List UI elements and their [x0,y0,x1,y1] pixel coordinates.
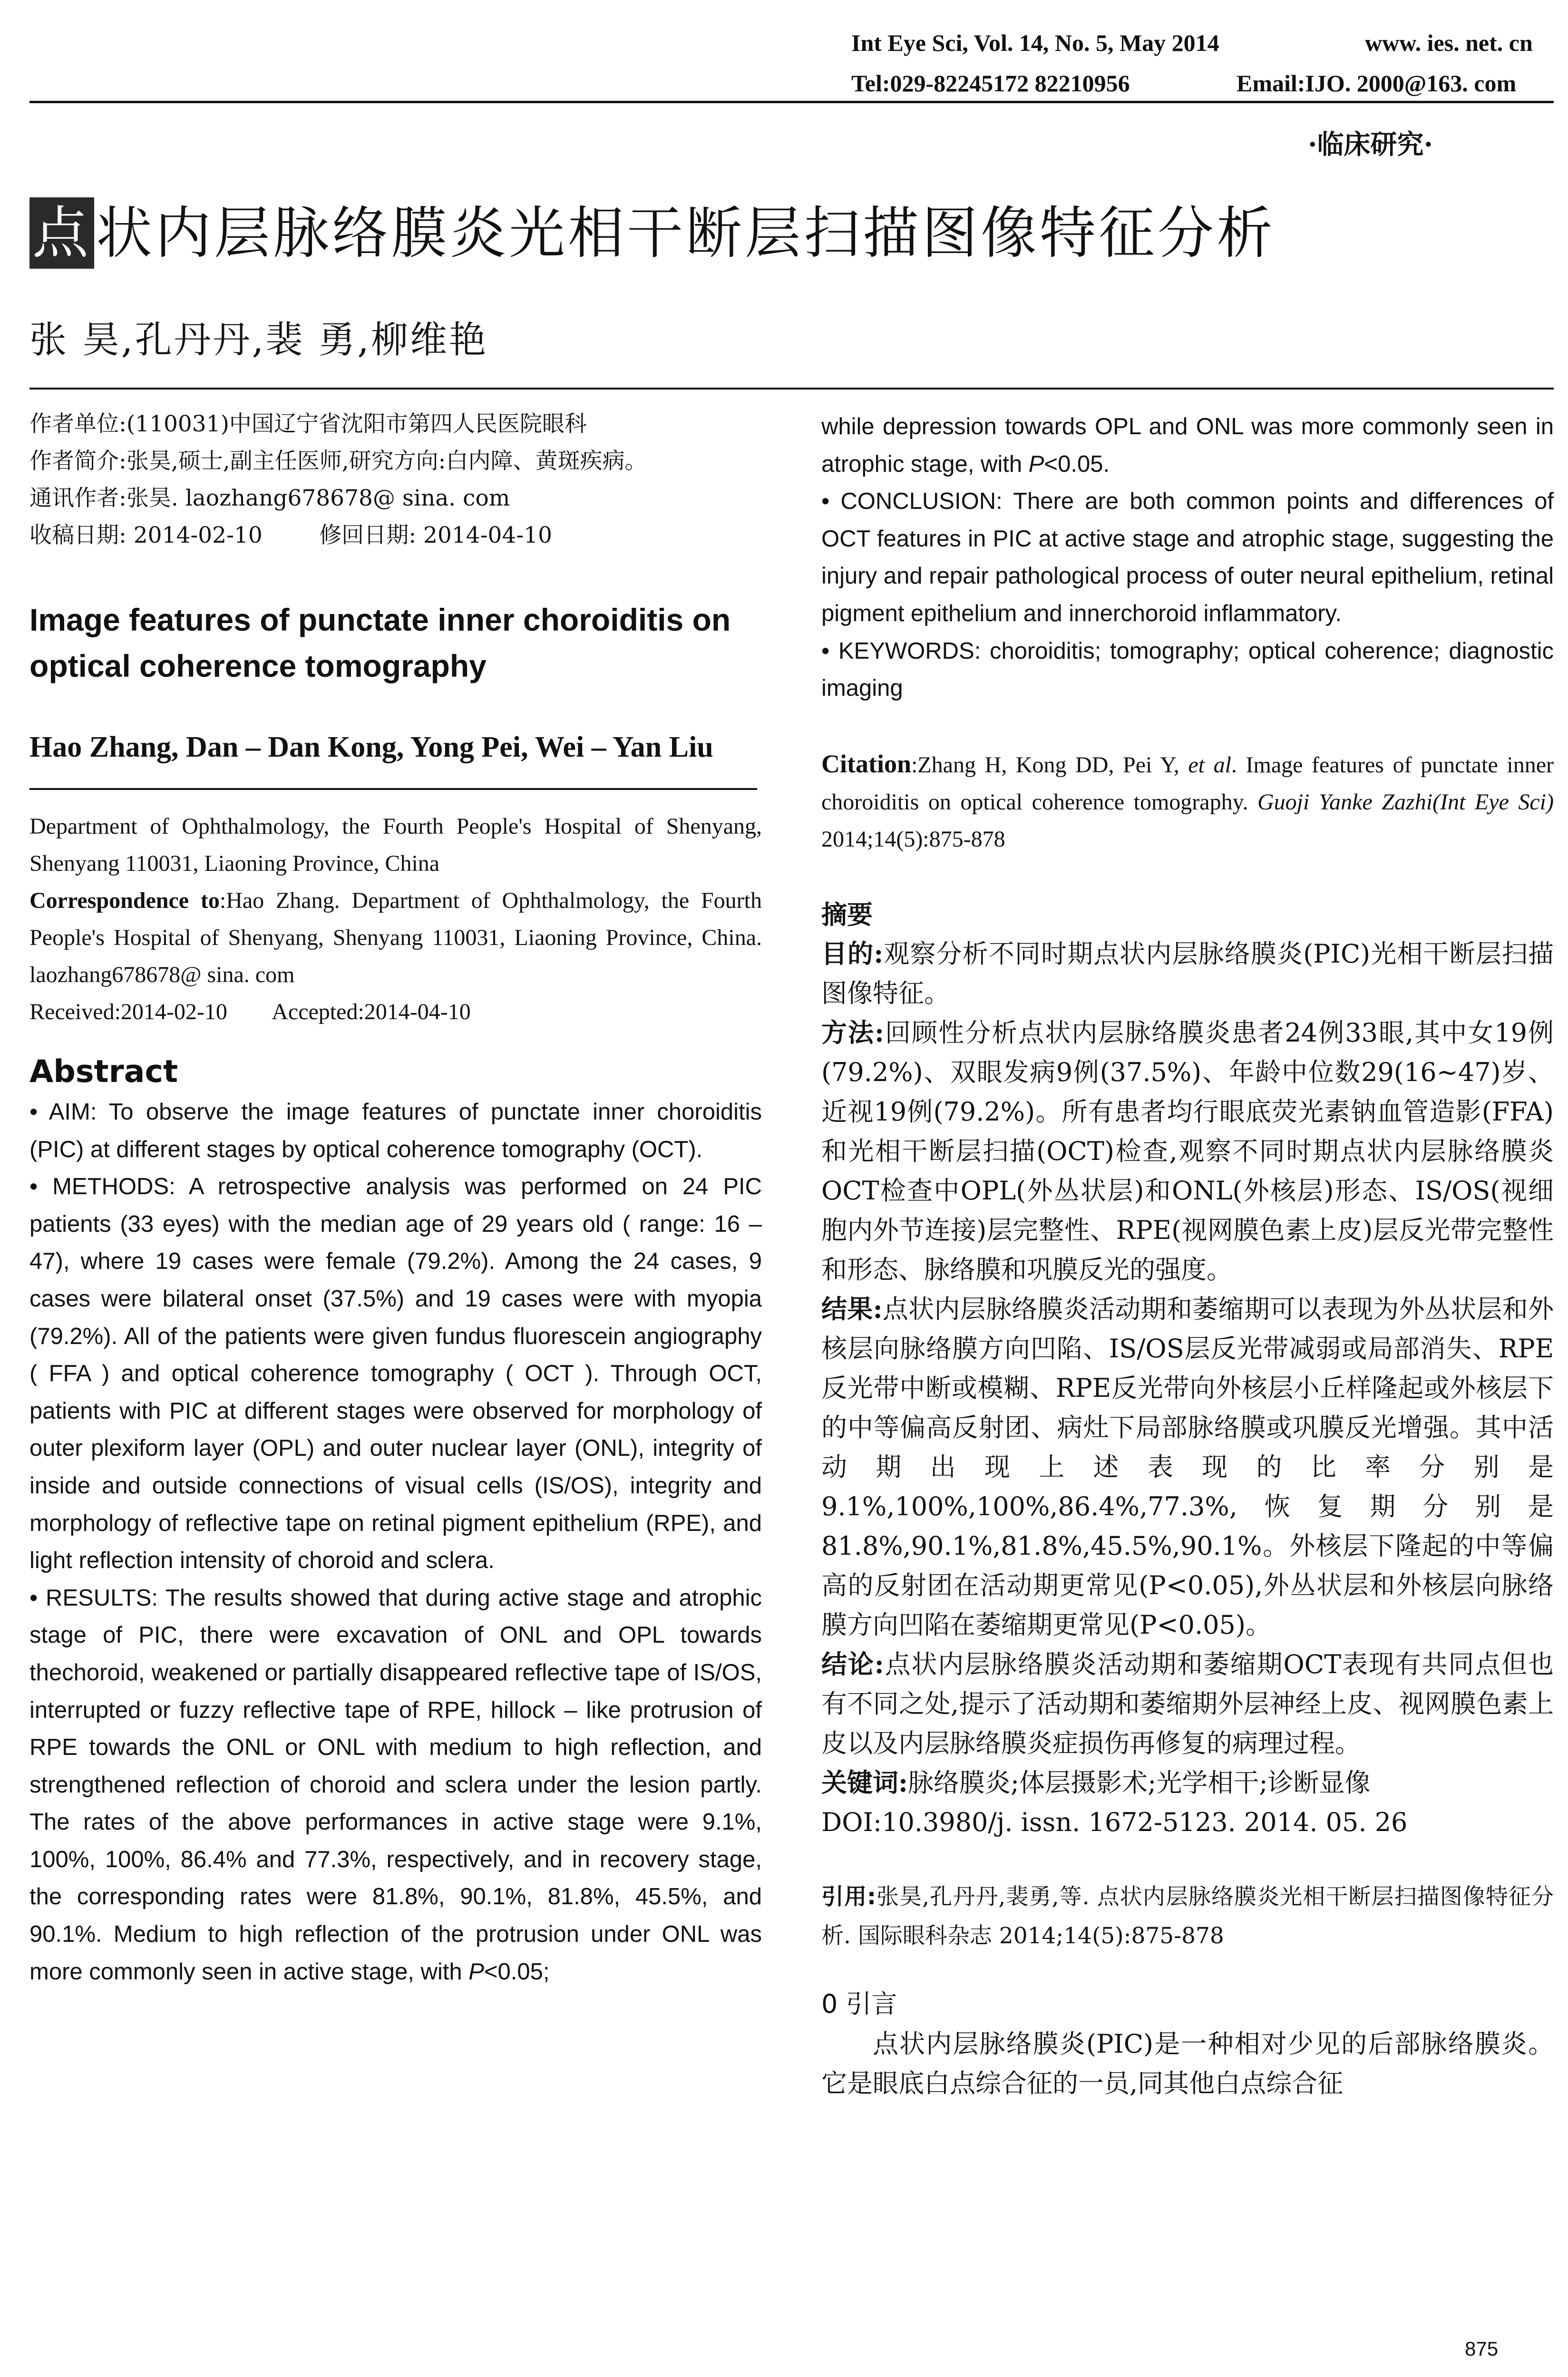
title-first-char: 点 [29,197,94,269]
header-rule [29,101,1554,103]
abstract-results-continued: while depression towards OPL and ONL was more commonly seen in atrophic stage, with P<0.05. [821,414,1554,477]
section-tag: ·临床研究· [1308,129,1433,160]
title-rest: 状内层脉络膜炎光相干断层扫描图像特征分析 [96,200,1276,266]
citation-cn: 引用:张昊,孔丹丹,裴勇,等. 点状内层脉络膜炎光相干断层扫描图像特征分析. 国际眼科杂志 2014;14(5):875-878 [821,1883,1554,1949]
journal-tel: Tel:029-82245172 82210956 [851,70,1130,97]
left-column [29,406,762,1990]
received-accepted: Received:2014-02-10 Accepted:2014-04-10 [29,999,471,1024]
zhaiyao-jieguo: 结果:点状内层脉络膜炎活动期和萎缩期可以表现为外丛状层和外核层向脉络膜方向凹陷、IS/OS层反光带减弱或局部消失、RPE反光带中断或模糊、RPE反光带向外核层小丘样隆起或外核层下的中等偏高反射团、病灶下局部脉络膜或巩膜反光增强。其中活动期出现上述表现的比率分别是9.1%,100%,100%,86.4%,77.3%,恢复期分别是81.8%,90.1%,81.8%,45.5%,90.1%。外核层下隆起的中等偏高的反射团在活动期更常见(P<0.05),外丛状层和外核层向脉络膜方向凹陷在萎缩期更常见(P<0.05)。 [821,1293,1554,1640]
affiliation-cn: 作者单位:(110031)中国辽宁省沈阳市第四人民医院眼科 [29,411,587,437]
dates-cn: 收稿日期: 2014-02-10 修回日期: 2014-04-10 [29,522,553,548]
correspondence-label: Correspondence to [29,888,220,913]
correspondence-cn: 通讯作者:张昊. laozhang678678@ sina. com [29,485,510,511]
right-column [821,408,1554,2103]
zhaiyao-mudi: 目的:观察分析不同时期点状内层脉络膜炎(PIC)光相干断层扫描图像特征。 [821,938,1554,1008]
abstract-results: • RESULTS: The results showed that during active stage and atrophic stage of PIC, there were excavation of ONL and OPL towards thechoroid, weakened or partially disappeared reflective tape of IS/OS, interrupted or fuzzy reflective tape of RPE, hillock – like protrusion of RPE towards the ONL or ONL with medium to high reflection, and strengthened reflection of choroid and sclera under the lesion partly. The rates of the above performances in active stage were 9.1%, 100%, 100%, 86.4% and 77.3%, respectively, and in recovery stage, the corresponding rates were 81.8%, 90.1%, 81.8%, 45.5%, and 90.1%. Medium to high reflection of the protrusion under ONL was more commonly seen in active stage, with P<0.05; [29,1585,762,1985]
citation-en: Citation:Zhang H, Kong DD, Pei Y, et al. Image features of punctate inner choroiditis on optical coherence tomography. Guoji Yanke Zazhi(Int Eye Sci) 2014;14(5):875-878 [821,749,1554,852]
page-number: 875 [1465,2338,1499,2360]
zhaiyao-heading: 摘要 [821,899,873,930]
abstract-aim: • AIM: To observe the image features of punctate inner choroiditis (PIC) at different stages by optical coherence tomography (OCT). [29,1099,762,1162]
doi: DOI:10.3980/j. issn. 1672-5123. 2014. 05. 26 [821,1807,1408,1837]
authors-cn: 张 昊,孔丹丹,裴 勇,柳维艳 [29,319,488,361]
english-authors: Hao Zhang, Dan – Dan Kong, Yong Pei, Wei – Yan Liu [29,731,713,763]
abstract-conclusion: • CONCLUSION: There are both common points and differences of OCT features in PIC at active stage and atrophic stage, suggesting the injury and repair pathological process of outer neural epithelium, retinal pigment epithelium and innerchoroid inflammatory. [821,488,1554,626]
department-en: Department of Ophthalmology, the Fourth People's Hospital of Shenyang, Shenyang 110031, Liaoning Province, China [29,814,762,876]
title-rule [29,388,1554,390]
intro-heading: 0 引言 [821,1988,897,2019]
correspondence-text: :Hao Zhang. Department of Ophthalmology, the Fourth People's Hospital of Shenyang, Shenyang 110031, Liaoning Province, China. laozhang678678@ sina. com [29,888,762,987]
abstract-heading: Abstract [29,1054,178,1090]
zhaiyao-jielun: 结论:点状内层脉络膜炎活动期和萎缩期OCT表现有共同点但也有不同之处,提示了活动期和萎缩期外层神经上皮、视网膜色素上皮以及内层脉络膜炎症损伤再修复的病理过程。 [821,1648,1554,1758]
english-title: Image features of punctate inner choroiditis on optical coherence tomography [29,602,731,683]
journal-website: www. ies. net. cn [1365,29,1533,56]
zhaiyao-keywords: 关键词:脉络膜炎;体层摄影术;光学相干;诊断显像 [821,1767,1371,1798]
author-intro-cn: 作者简介:张昊,硕士,副主任医师,研究方向:白内障、黄斑疾病。 [29,448,647,474]
intro-text: 点状内层脉络膜炎(PIC)是一种相对少见的后部脉络膜炎。它是眼底白点综合征的一员,同其他白点综合征 [821,2028,1554,2098]
journal-email: Email:IJO. 2000@163. com [1237,70,1517,97]
abstract-methods: • METHODS: A retrospective analysis was performed on 24 PIC patients (33 eyes) with the median age of 29 years old ( range: 16 – 47), where 19 cases were female (79.2%). Among the 24 cases, 9 cases were bilateral onset (37.5%) and 19 cases were with myopia (79.2%). All of the patients were given fundus fluorescein angiography ( FFA ) and optical coherence tomography ( OCT ). Through OCT, patients with PIC at different stages were observed for morphology of outer plexiform layer (OPL) and outer nuclear layer (ONL), integrity of inside and outside connections of visual cells (IS/OS), integrity and morphology of reflective tape on retinal pigment epithelium (RPE), and light reflection intensity of choroid and sclera. [29,1174,762,1574]
authors-rule [29,788,757,790]
article-title [29,197,1276,269]
correspondence-en [29,882,762,994]
journal-info: Int Eye Sci, Vol. 14, No. 5, May 2014 [851,29,1219,56]
zhaiyao-fangfa: 方法:回顾性分析点状内层脉络膜炎患者24例33眼,其中女19例(79.2%)、双眼发病9例(37.5%)、年龄中位数29(16~47)岁、近视19例(79.2%)。所有患者均行眼底荧光素钠血管造影(FFA)和光相干断层扫描(OCT)检查,观察不同时期点状内层脉络膜炎OCT检查中OPL(外丛状层)和ONL(外核层)形态、IS/OS(视细胞内外节连接)层完整性、RPE(视网膜色素上皮)层反光带完整性和形态、脉络膜和巩膜反光的强度。 [821,1017,1554,1285]
citation-label: Citation [821,749,911,778]
abstract-keywords: • KEYWORDS: choroiditis; tomography; optical coherence; diagnostic imaging [821,638,1554,701]
